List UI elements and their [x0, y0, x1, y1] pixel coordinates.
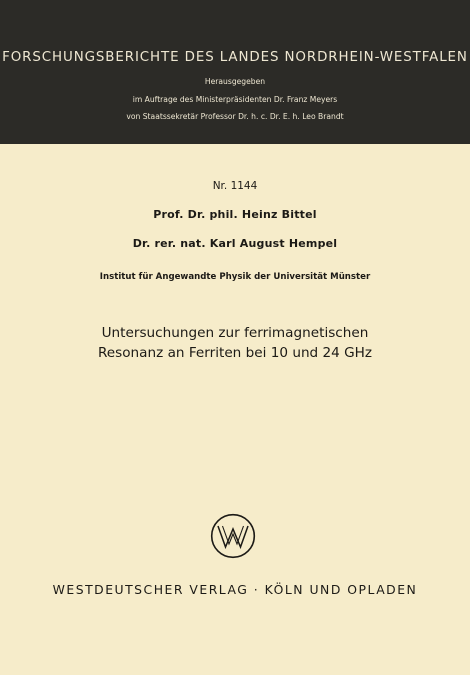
editor-line-2: im Auftrage des Ministerpräsidenten Dr. Franz Meyers — [132, 95, 338, 104]
institute: Institut für Angewandte Physik der Universität Münster — [99, 272, 371, 282]
series-title: FORSCHUNGSBERICHTE DES LANDES NORDRHEIN-WESTFALEN — [2, 50, 468, 65]
series-header — [0, 0, 470, 144]
publisher-name: WESTDEUTSCHER VERLAG · KÖLN UND OPLADEN — [52, 582, 418, 597]
report-number: Nr. 1144 — [212, 180, 258, 192]
report-title-line-2: Resonanz an Ferriten bei 10 und 24 GHz — [97, 345, 373, 361]
author-2: Dr. rer. nat. Karl August Hempel — [132, 237, 338, 250]
report-title-line-1: Untersuchungen zur ferrimagnetischen — [101, 325, 369, 341]
author-1: Prof. Dr. phil. Heinz Bittel — [153, 208, 317, 221]
editor-line-1: Herausgegeben — [204, 77, 266, 86]
editor-line-3: von Staatssekretär Professor Dr. h. c. Dr. E. h. Leo Brandt — [126, 112, 344, 121]
ww-circle-logo-icon — [210, 513, 256, 559]
